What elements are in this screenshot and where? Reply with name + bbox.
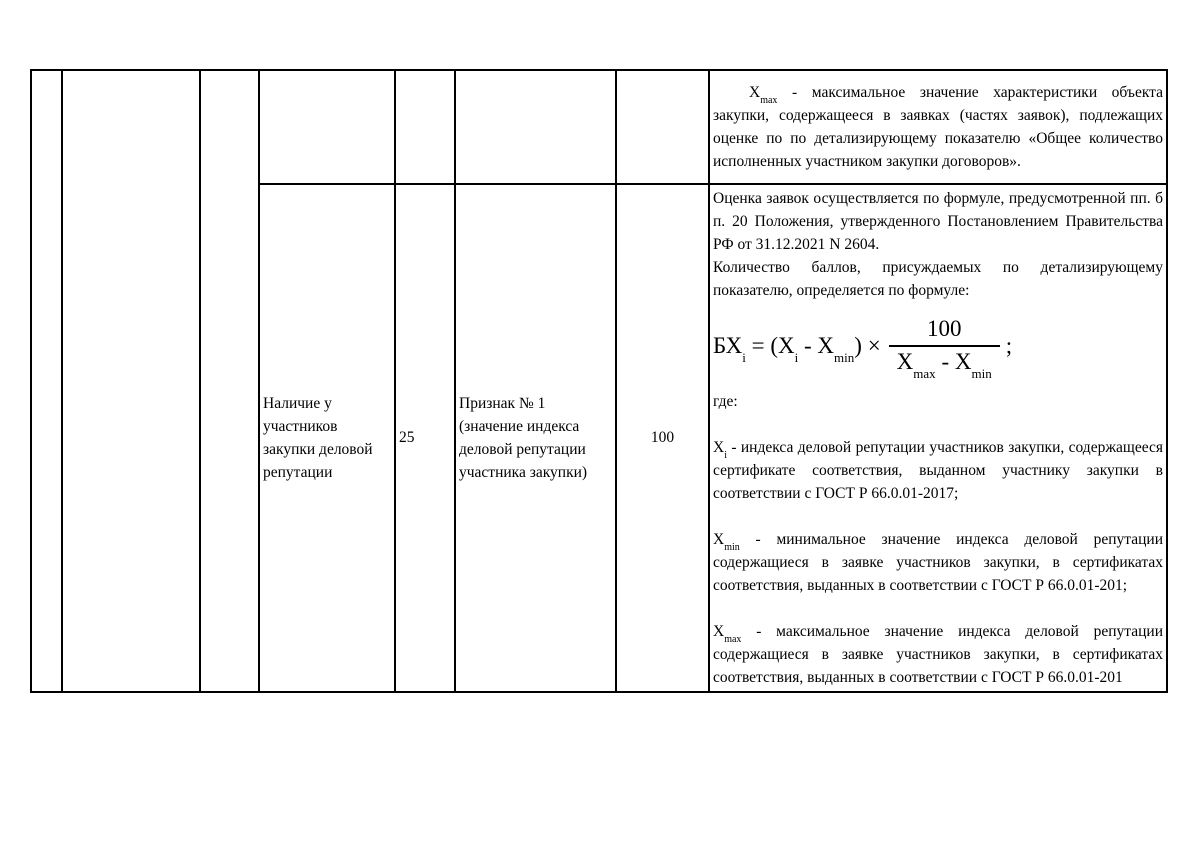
attribute-text: Признак № 1 (значение индекса деловой репутации участника закупки) <box>459 394 588 481</box>
cell-col3-empty <box>200 70 259 692</box>
formula-fraction <box>889 316 1000 382</box>
cell-row1-weight-empty <box>395 70 455 184</box>
evaluation-criteria-table <box>30 69 1168 693</box>
paragraph: Количество баллов, присуждаемых по детализирующему показателю, определяется по формуле: <box>713 259 1163 299</box>
cell-col2-empty <box>62 70 200 692</box>
subscript: i <box>724 449 727 461</box>
formula-lhs: $БХ_i = (X_i - X_{min})$ × <box>713 332 881 365</box>
formula-terminator: ; <box>1005 332 1013 358</box>
cell-row1-score-empty <box>616 70 709 184</box>
max-score-value: 100 <box>650 429 675 447</box>
formula-denominator: $X_{max} - X_{min}$ <box>896 349 992 382</box>
cell-criterion-weight <box>395 184 455 692</box>
subscript: i <box>742 349 746 365</box>
subscript: min <box>834 349 855 365</box>
paragraph: $X_i$ - индекса деловой репутации участников закупки, содержащееся сертификате соответствия, выданном участнику закупки в соответствии с ГОСТ Р 66.0.01-2017; <box>713 438 1163 502</box>
cell-max-score <box>616 184 709 692</box>
paragraph: $X_{max}$ - максимальное значение индекса деловой репутации содержащиеся в заявке участников закупки, в сертификатах соответствия, выданных в соответствии с ГОСТ Р 66.0.01-201 <box>713 622 1163 686</box>
criterion-weight-value: 25 <box>399 429 415 447</box>
cell-attribute <box>455 184 616 692</box>
subscript: min <box>971 366 992 382</box>
subscript: max <box>724 633 742 645</box>
cell-col1-empty <box>31 70 62 692</box>
subscript: max <box>913 366 936 382</box>
cell-row1-criterion-empty <box>259 70 395 184</box>
subscript: max <box>760 95 778 107</box>
subscript: min <box>724 541 740 553</box>
cell-criterion-name <box>259 184 395 692</box>
paragraph: $X_{min}$ - минимальное значение индекса деловой репутации содержащиеся в заявке участников закупки, в сертификатах соответствия, выданных в соответствии с ГОСТ Р 66.0.01-201; <box>713 530 1163 594</box>
subscript: i <box>794 349 799 365</box>
cell-row1-attribute-empty <box>455 70 616 184</box>
paragraph: где: <box>713 392 738 410</box>
paragraph: Оценка заявок осуществляется по формуле, предусмотренной пп. б п. 20 Положения, утвержденного Постановлением Правительства РФ от 31.12.2021 N 2604. <box>713 190 1163 253</box>
cell-row1-evaluation-text <box>709 70 1167 184</box>
criterion-name-text: Наличие у участников закупки деловой репутации <box>263 394 373 481</box>
table-row <box>31 70 1167 184</box>
formula-numerator: 100 <box>889 316 1000 347</box>
score-formula <box>713 316 1163 382</box>
paragraph-xmax-contracts: $X_{max}$ - максимальное значение характеристики объекта закупки, содержащееся в заявках (частях заявок), подлежащих оценке по по детализирующему показателю «Общее количество исполненных участником закупки договоров». <box>713 84 1163 170</box>
cell-evaluation-order <box>709 184 1167 692</box>
